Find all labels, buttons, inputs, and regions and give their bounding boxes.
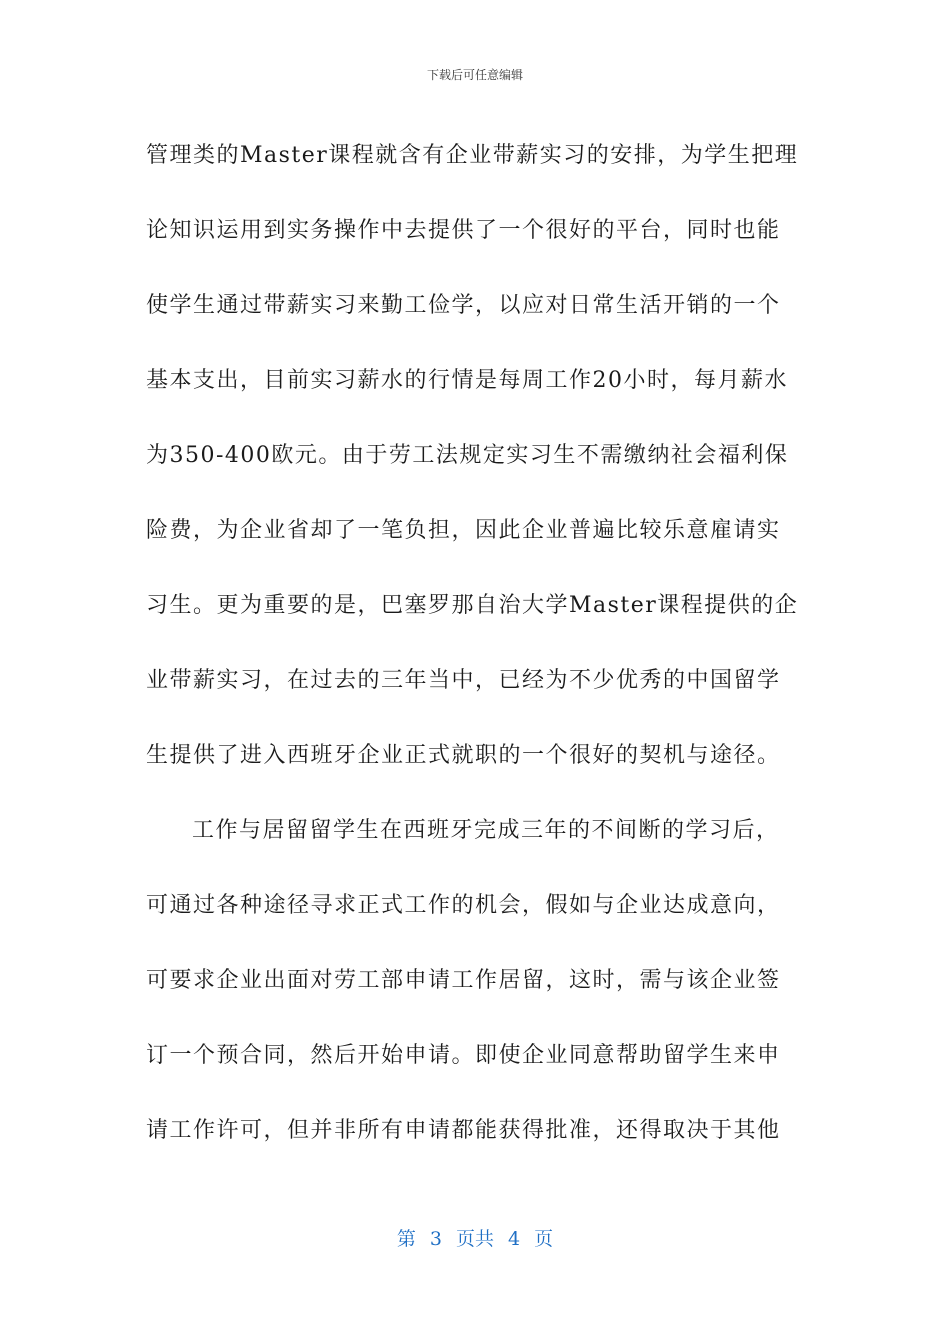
text-line: 工作与居留留学生在西班牙完成三年的不间断的学习后， — [192, 818, 780, 843]
text-line: 论知识运用到实务操作中去提供了一个很好的平台，同时也能 — [146, 218, 781, 243]
document-body — [146, 118, 806, 1168]
text-line: 使学生通过带薪实习来勤工俭学，以应对日常生活开销的一个 — [146, 293, 781, 318]
page-number-footer: 第 3 页共 4 页 — [396, 1228, 554, 1250]
text-line: 可要求企业出面对劳工部申请工作居留，这时，需与该企业签 — [146, 968, 781, 993]
text-line: 请工作许可，但并非所有申请都能获得批准，还得取决于其他 — [146, 1118, 781, 1143]
text-line: 可通过各种途径寻求正式工作的机会，假如与企业达成意向， — [146, 893, 781, 918]
text-line: 习生。更为重要的是，巴塞罗那自治大学Master课程提供的企 — [146, 593, 799, 618]
text-line: 管理类的Master课程就含有企业带薪实习的安排，为学生把理 — [146, 143, 799, 168]
text-line: 险费，为企业省却了一笔负担，因此企业普遍比较乐意雇请实 — [146, 518, 781, 543]
text-line: 生提供了进入西班牙企业正式就职的一个很好的契机与途径。 — [146, 743, 781, 768]
paragraph-1 — [146, 118, 806, 793]
text-line: 订一个预合同，然后开始申请。即使企业同意帮助留学生来申 — [146, 1043, 781, 1068]
page-header: 下载后可任意编辑 — [426, 68, 523, 82]
paragraph-2 — [146, 793, 806, 1168]
text-line: 基本支出，目前实习薪水的行情是每周工作20小时，每月薪水 — [146, 368, 788, 393]
text-line: 为350-400欧元。由于劳工法规定实习生不需缴纳社会福利保 — [146, 443, 789, 468]
text-line: 业带薪实习，在过去的三年当中，已经为不少优秀的中国留学 — [146, 668, 781, 693]
